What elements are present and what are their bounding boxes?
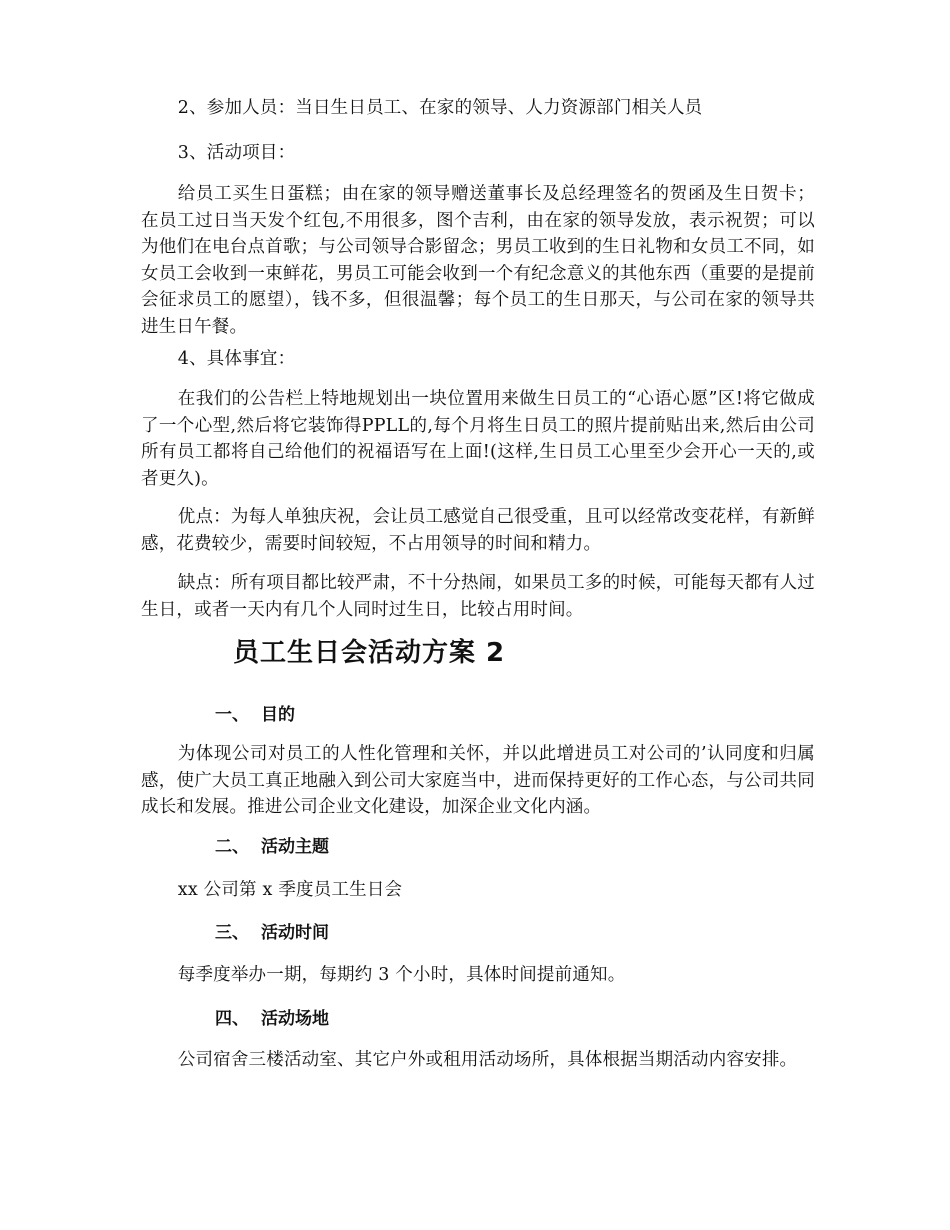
theme-paragraph: xx 公司第 x 季度员工生日会 (177, 880, 403, 900)
purpose-label: 目的 (261, 705, 295, 725)
cons-paragraph: 缺点：所有项目都比较严肃，不十分热闹，如果员工多的时候，可能每天都有人过生日，或者一天内有几个人同时过生日，比较占用时间。 (141, 573, 815, 620)
items-heading: 3、活动项目： (177, 143, 296, 163)
time-label: 活动时间 (261, 923, 329, 943)
purpose-heading (141, 702, 815, 728)
details-paragraph: 在我们的公告栏上特地规划出一块位置用来做生日员工的“心语心愿”区!将它做成了一个心型,然后将它装饰得PPLL的,每个月将生日员工的照片提前贴出来,然后由公司所有员工都将自己给他们的祝福语写在上面!(这样,生日员工心里至少会开心一天的,或者更久)。 (141, 389, 815, 489)
time-heading (141, 920, 815, 946)
section-title: 员工生日会活动方案 2 (233, 638, 506, 668)
time-number: 三、 (215, 923, 249, 943)
venue-label: 活动场地 (261, 1009, 329, 1029)
theme-number: 二、 (215, 837, 249, 857)
items-paragraph: 给员工买生日蛋糕；由在家的领导赠送董事长及总经理签名的贺函及生日贺卡； 在员工过日当天发个红包,不用很多，图个吉利，由在家的领导发放，表示祝贺；可以为他们在电台点首歌；与公司领导合影留念；男员工收到的生日礼物和女员工不同，如女员工会收到一束鲜花，男员工可能会收到一个有纪念意义的其他东西（重要的是提前会征求员工的愿望），钱不多，但很温馨；每个员工的生日那天，与公司在家的领导共进生日午餐。 (141, 184, 815, 337)
pros-paragraph: 优点：为每人单独庆祝，会让员工感觉自己很受重，且可以经常改变花样，有新鲜感，花费较少，需要时间较短，不占用领导的时间和精力。 (141, 507, 815, 554)
purpose-paragraph: 为体现公司对员工的人性化管理和关怀，并以此增进员工对公司的’认同度和归属感，使广大员工真正地融入到公司大家庭当中，进而保持更好的工作心态，与公司共同成长和发展。推进公司企业文化建设，加深企业文化内涵。 (141, 744, 815, 817)
theme-heading (141, 834, 815, 860)
venue-heading (141, 1006, 815, 1032)
time-paragraph: 每季度举办一期，每期约 3 个小时，具体时间提前通知。 (177, 965, 626, 985)
theme-label: 活动主题 (261, 837, 329, 857)
details-heading: 4、具体事宜： (177, 349, 296, 369)
attendees-paragraph: 2、参加人员：当日生日员工、在家的领导、人力资源部门相关人员 (177, 98, 703, 118)
venue-paragraph: 公司宿舍三楼活动室、其它户外或租用活动场所，具体根据当期活动内容安排。 (177, 1050, 798, 1070)
venue-number: 四、 (215, 1009, 249, 1029)
purpose-number: 一、 (215, 705, 249, 725)
